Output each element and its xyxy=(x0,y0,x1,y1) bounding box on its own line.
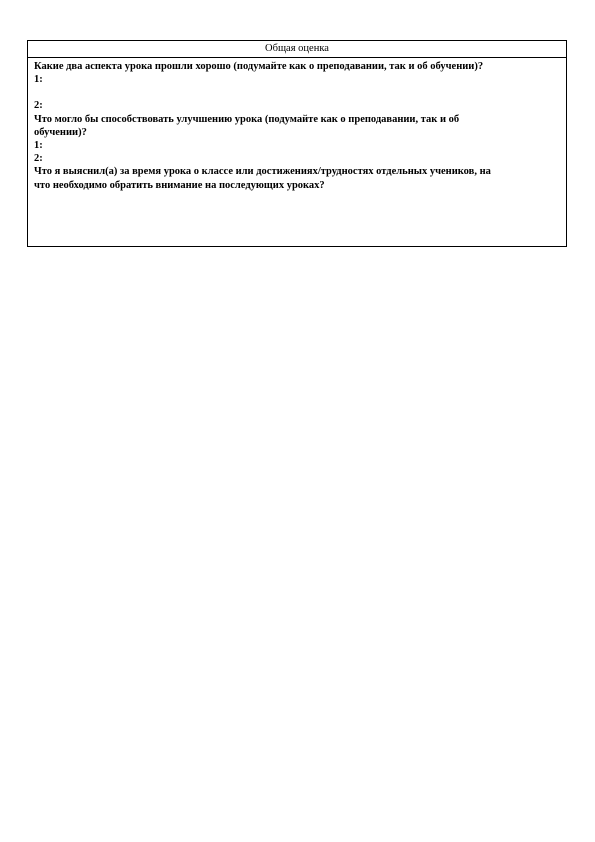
question-3-line-2: что необходимо обратить внимание на последующих уроках? xyxy=(34,179,325,191)
question-1-answer-1: 1: xyxy=(34,74,43,86)
question-2-line-1: Что могло бы способствовать улучшению урока (подумайте как о преподавании, так и об xyxy=(34,113,460,125)
question-2-line-2: обучении)? xyxy=(34,126,87,138)
overall-evaluation-table xyxy=(27,40,567,247)
question-1-answer-2: 2: xyxy=(34,100,43,112)
table-header: Общая оценка xyxy=(28,41,566,58)
table-body xyxy=(28,58,566,192)
question-2-answer-1: 1: xyxy=(34,140,43,152)
question-3-line-1: Что я выяснил(а) за время урока о классе или достижениях/трудностях отдельных учеников, на xyxy=(34,166,491,178)
question-1: Какие два аспекта урока прошли хорошо (подумайте как о преподавании, так и об обучении)? xyxy=(34,61,484,72)
spacer xyxy=(34,86,560,99)
question-2-answer-2: 2: xyxy=(34,153,43,165)
